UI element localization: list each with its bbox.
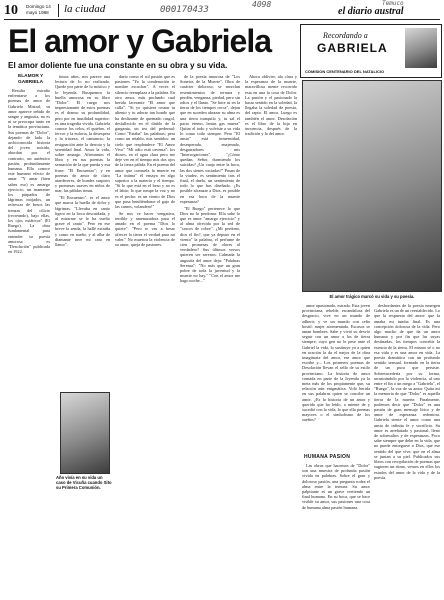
byline-2: GABRIELA	[18, 80, 44, 85]
header-divider	[58, 4, 59, 17]
column-2	[55, 74, 110, 404]
column-6b	[302, 463, 370, 594]
column-6-text: amor apasionado, estrado. Esta joven provinciana, rebelde, escandalosa del desgracio, vive en un mundo de adherir, y ve un mundo con ceño hostil: mujer atormentada. Escasos se aman hombres. Sabe y vivió su desvío seguir con un amor a los de tierra siempre, cuyo gen no le pese ante el Gabriel la vida, lo sustituye ya a quien en oración la da el mejor de la obra imaginaria del amor, ese amor que escribe y... Los primeros poemas de Desolación llevan el sello de su estilo provinciano. La historia de amor contada en parte de la leyenda ya la meta más de los propiamente que, su relación aún enigmática. Voló herida en sus palabras quien se concibe un amor. ¿Es la historia de un amor y querido que ha leído, a miente de y sucedió con la vida, lo que ella poemas mayores o el simbolismo de los sueños?	[302, 303, 370, 423]
column-7-text: desbordantes de la poesía emergen Gabriela es un de un reestablecido. Lo que la respuesta del amor: que la amaba mi tumba final. Es una concepción dolorosa de la vida. Pero algo mucho de que da un amor humano y por fin que las suyas destinadas, los tiempos concebir la esencia de la tierra. El mismo sé o no esa vida y es una amor en vida. La poesía dramática con un profundo sentido sensual, formado en la tierra de un pura que persiste. Sobresucedería por su forma, arrastrándolo por la violencia, al uno entre el fin o un ruego a "Gabriela", el "Ruego", la voz de su amor. Quita así la memoria de que "Dolor" es aquella tierra de la muerte. Finalmente, podemos decir que "Dolor" es una pasión de gran mensaje lírico y de amor de esperanza redentora. Gabriela siente el amor como una ansia de infinita fe y sacrificio. Su amor es arrebatado y pasional, lleno de sobresaltos y de esperanzas. Poco sabe siempre que debe en la vida, que no puede entregarse a Dios, que ese sentido del que vive, que en el alma se juntan a su piel. Publicados sus libros con recopilación de poemas que sugieren un ritmo, vemos en ellos los estados del amor de la vida y de la poesía.	[374, 303, 440, 480]
photo-caption-right: El amor trágico marcó su vida y su poesía.	[329, 294, 415, 299]
logo-caption: COMISION CENTENARIO DEL NATALICIO	[305, 69, 385, 74]
handwritten-note: Temuco	[382, 0, 404, 7]
subhead-humana-pasion: HUMANA PASION	[304, 454, 351, 460]
centenary-logo-box	[300, 24, 442, 78]
column-7	[374, 303, 440, 594]
column-1	[8, 88, 50, 594]
column-1-text: Resulta extraño enfrentarse a los poemas de amor de Gabriela Mistral, su amor aparece teñido de sangre y angustia, no es ni se preocupa tanto en la temática provinciana. Sus poemas de "Dolor", dejando de lado la archiconocida historia del joven suicida, abordan por el contrario, un auténtico pasión, profundamente humana. Ella conoce este humano efecto de amar. "Y amar (bien sabes eso) es amargo ejercicio; un mantener los párpados de lágrimas mojados, un refrescar de besos las trenzas del cilicio (recreando), bajo ellas, los ojos extáticos" (El Ruego). La obra fundamental para entender su poesía amorosa es "Desolación" publicada en 1922.	[8, 88, 50, 255]
column-2-text: timos años, nos parece una lectura de lo no realizado. Quede por parte de lo místico y lo leyenda. Busquemos la huella amorosa en su libro "Dolor". El ruego nos impresionante de estos poemas es el drama: su profundidad, pero por en inutilidad superior: es una tragedia vivida. Gabriela conoce los celos, el quiebro, el fervor y la euforia, la desespera y la tristeza, el cansancio, la resignación ante la derrota y la serenidad final. Amor la vida, sobre amargo. Afirmamos el libro y en sus poemas la sensación de la que pueda y esa frase: "El Encuentro"; y en poemas de amor de claro atardeceres, de bondes suspiros y promesas suaves en niños de mar, las pálidas rimas.	[55, 74, 110, 194]
article-title: El amor y Gabriela	[8, 23, 272, 59]
column-5-text: Ahora oblivier, ala clara y la esperanza de la muerte, maravillosa mente recorrido esta en una la cosa de Dolor. La pasión y el pasionado la hasta sentido en la soledad, la llegaba la soledad de poesía, del rapto. El amor. Luego es también el amor. Desolación es el libro de la hija en inocencia, después de la tradición y la del amor.	[245, 74, 297, 137]
gabriela-photo-right	[302, 80, 442, 292]
column-4-text: de la poesía amorosa de "Los Sonetos de la Muerte". Obra de carácter doloroso, se mezclan resentimientos de ternura y perdón, venganza, piedad, pero sin odios y el llanto. "Se hace tu en la tierra de los tiempos cerca", dejan que en suceden abrazar su alma es una tierra tranquilo y, tu sal el pacto eterno, lentas gas muera" Quitar el todo y volviste a su vida lo como todo siempre. Pero "El ansia" está inmensidad, desesperada, enajenado, desgarradores mis "Interrogaciones". "¿Cómo quedan, Señor, durmiendo los suicidas? ¿Un cuajo entre la boca, las dos sienes vaciadas?" Pasan de la viudez, es sentimiento tras el final, el duelo, un sentimiento de todo lo que has diseñado. ¿Es posible alcanzar a Dios, es posible en esa hora de la muerte esperanza?	[180, 74, 240, 204]
handwritten-number: 4098	[252, 0, 272, 9]
photo-caption-left: Año vivía en su vida un caso de Vicuña cuando Sito su Primera Comunión.	[56, 475, 112, 490]
gabriela-photo-left	[60, 392, 110, 474]
header-rule	[4, 19, 440, 20]
handwritten-code: 000170433	[160, 5, 209, 15]
column-3-text: dario como el sol pasión que es pasiones "Yo la condenación te nombre escuchar". A veces el silencio reemplaza a la palabra. En otro amor, más profundo cual herida lacerante "El amor que calla". "Si yo quisiera rosnar tu aliento y tu adorar tan hondo que ha deslizante de quemado rasgol, desfallecido en el diablo de la garganta, un tea del pedernal: Como "Estaba" las palabras; pera como un retablo, mis sentidos: un cielo que resplandece "El Amor Vivo" "Mi odio está caventa": los dioses, en el agua clara pero me deje ver en el tiempo mis dos ojos de la tierra pálida. En el poema del amor que consuela la muerte en "La íntima" él ensaya en algo superior a la materia y el tiempo. "Si lo que está en el beso y no es el labio; lo que rompe la voz y no es el pecho: es un viento de Dios que pasa hendiéndome el gajo de las carnes, volandero!"	[115, 74, 175, 210]
column-4b-text: "El Ruego" pertenece lo que Dios no lo perdonar. Ella sabe lo que es amor "amargo ejercicio" y al alma ofrecida por la sed de "cascos de cobre". ¿Mi perdono, dios el fin?, que ya depuso en el viento" la palabra, el perfume de cien promesas de olores al verdadero? Sus últimos versos quieren ser serenos. Calmada la angustia del amor deja: "Palabras Serenas": "No más que un gran pobre de toda la juventud y la muerte no hay." "Con el amor me hago noche..."	[180, 205, 240, 284]
page-number: 10	[4, 3, 18, 18]
column-2b-text: "El Encuentro", es el amor que marca la huella de dolor y lágrimas. "Llevaba en canto ligero en la boca descuidada, y al mirarme se le ha vuelto grave el canto". Pero en ese breve la senda, la hallé extraña y como en sueño, y al alba de diamante tuve mi cara en llanto".	[55, 195, 110, 247]
column-4	[180, 74, 240, 594]
portrait-photo	[405, 28, 437, 68]
logo-line-1: Recordando a	[323, 31, 368, 40]
date-line-2: mayo 1988	[26, 10, 49, 15]
article-subtitle: El amor doliente fue una constante en su obra y su vida.	[8, 61, 228, 70]
logo-line-2: GABRIELA	[317, 41, 388, 55]
byline-1: ELAMOR Y	[18, 74, 44, 79]
section-title: la ciudad	[64, 3, 106, 15]
column-3b-text: Se nos ve hacer vengativa, terrible y amenazadora para el amado en el poema "Dios lo quiere". "Pero te vas a besar ofrecer la tierra el verdad para mi valer." No muestra la violencia de su amor, queja de pasiones.	[115, 210, 175, 247]
date-line-1: Domingo 14	[26, 4, 51, 9]
column-5	[245, 74, 297, 594]
newspaper-name: el diario austral	[338, 6, 404, 17]
column-6b-text: Las obras que hacemos de "Dolor" son una muestra de profunda pasión vivida en palabras. Sobre el gran y doloroso pasión, una pregunta rodea el alma entre la ternura. Su amor palpitante es un grave vertiendo un final humano. En su boca, que se hace visible su amor, sus pasiones una cosa de humana alma pasión humana.	[302, 463, 370, 510]
column-3	[115, 74, 175, 594]
